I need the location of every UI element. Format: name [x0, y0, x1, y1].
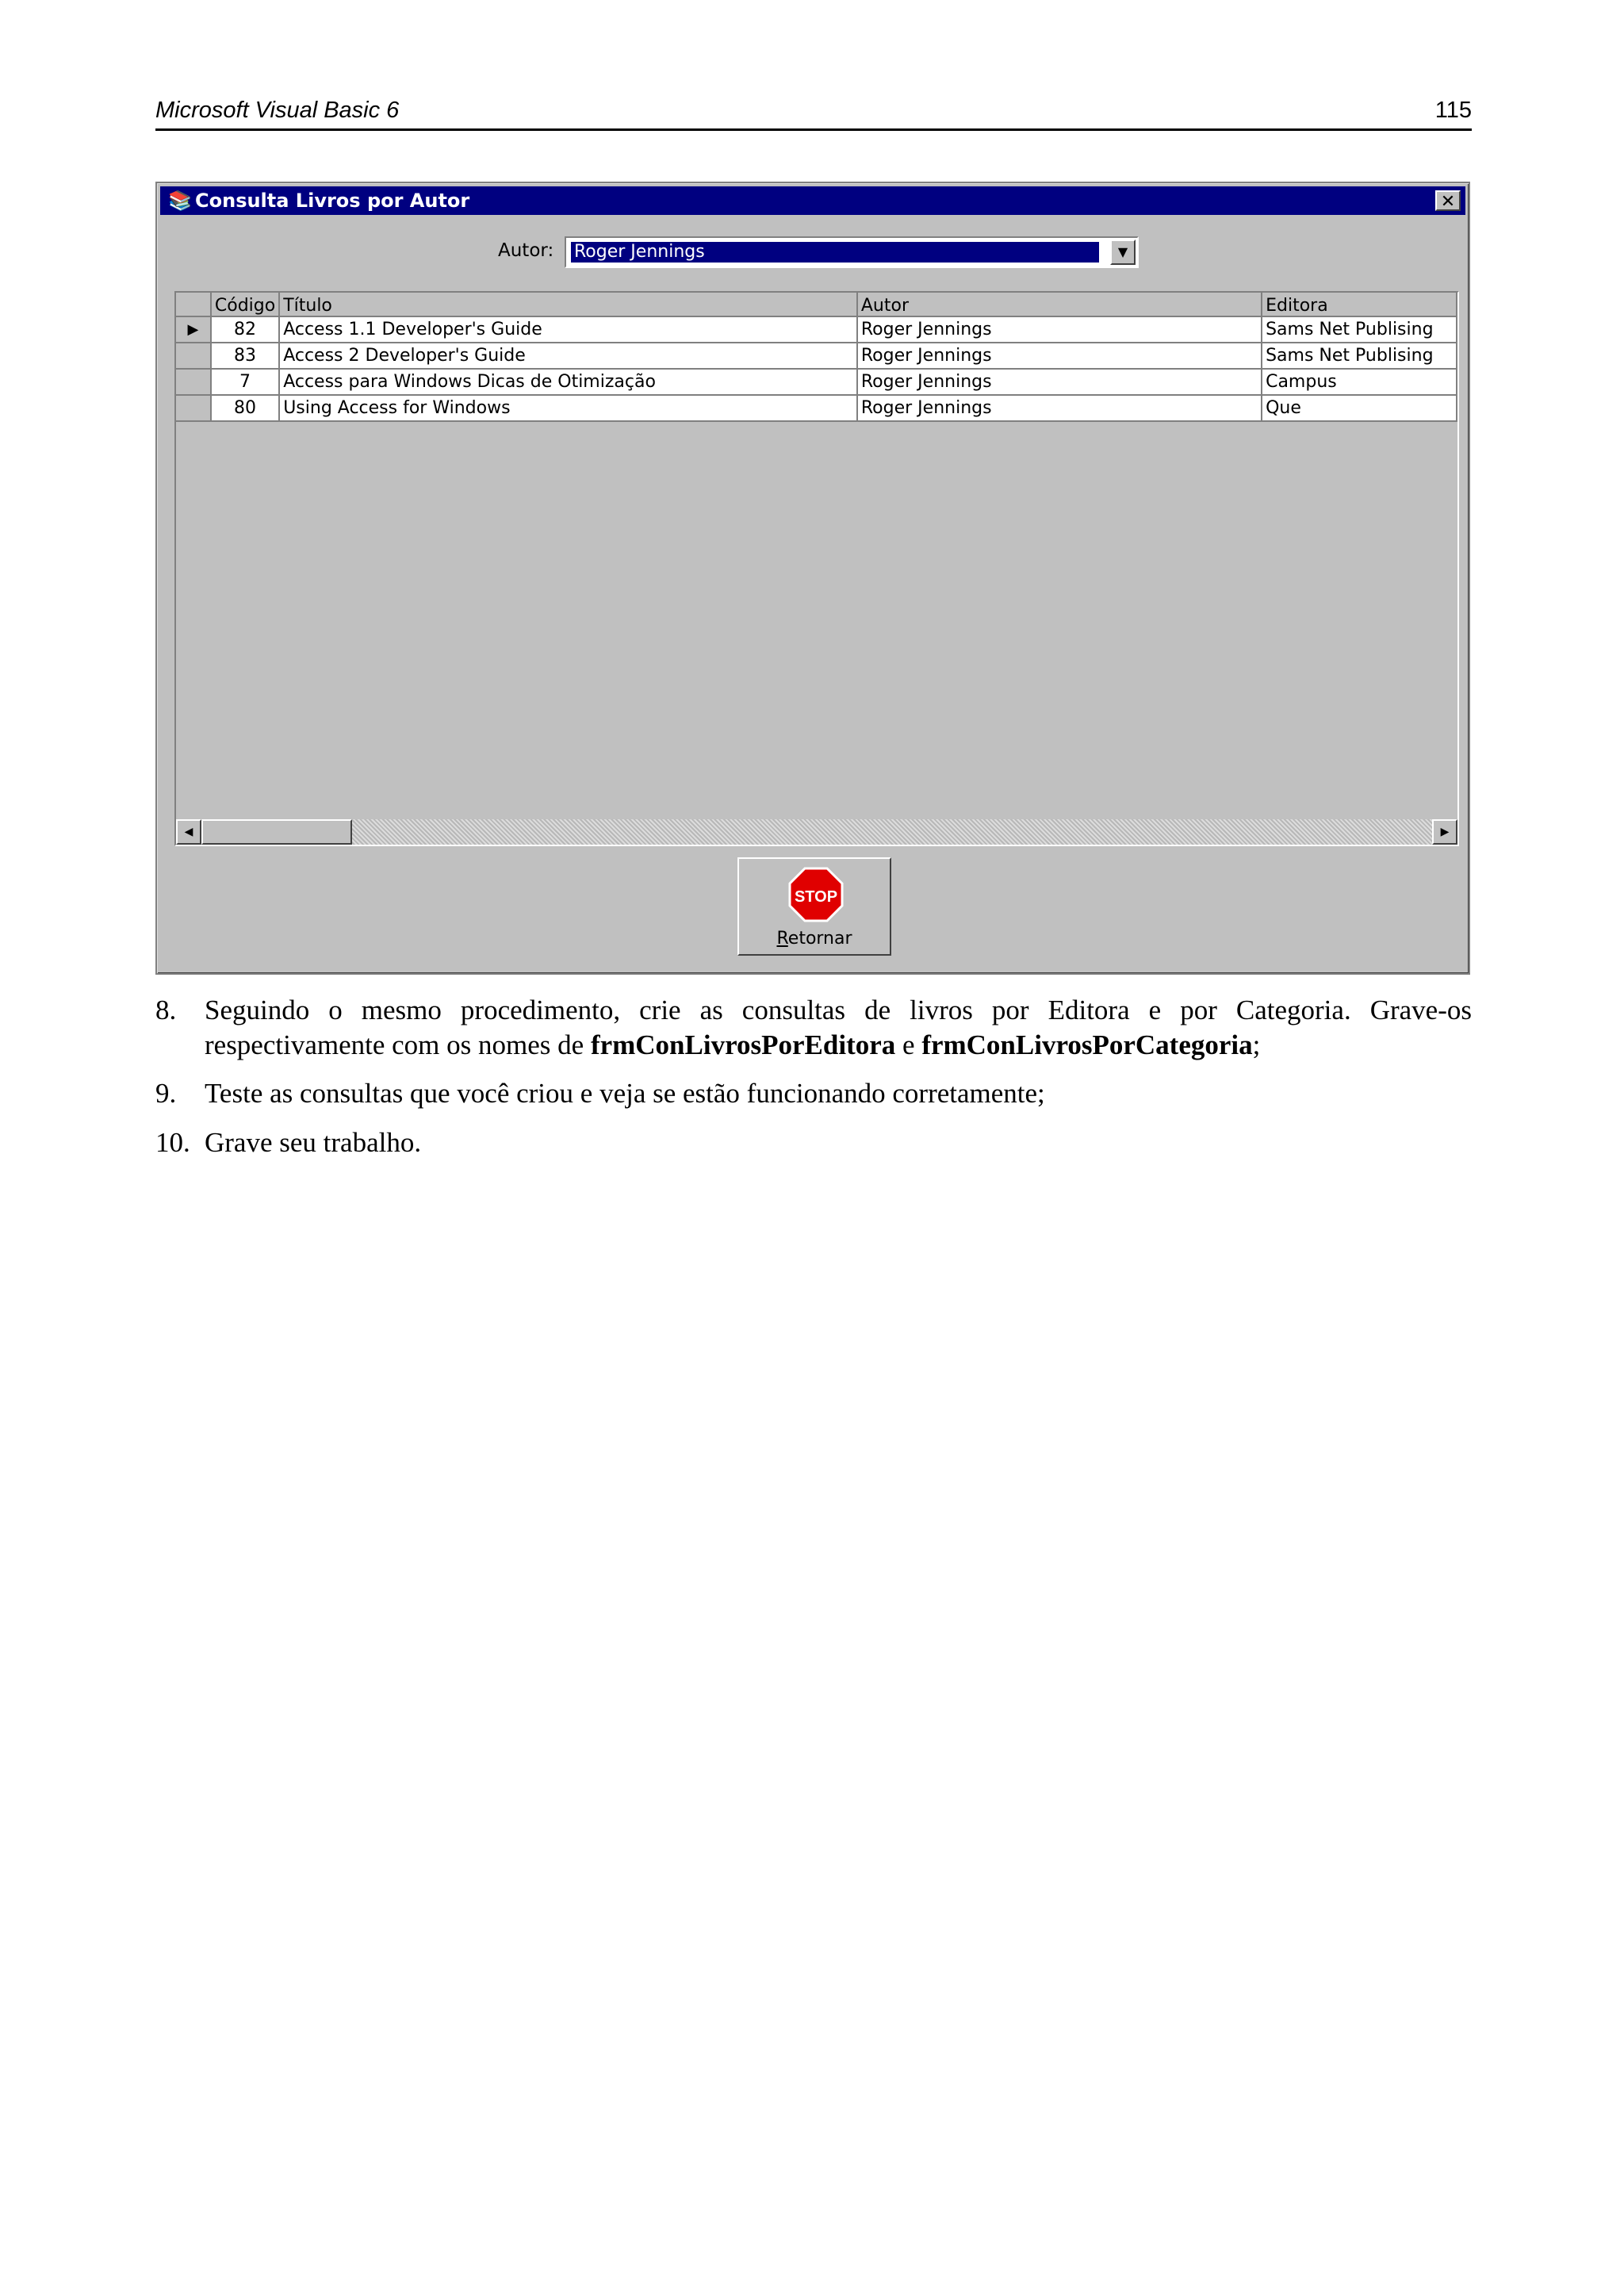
title-bar[interactable] [160, 186, 1465, 215]
grid-table [176, 293, 1457, 422]
list-text-part: e [895, 1029, 922, 1060]
column-header-titulo[interactable]: Título [279, 293, 857, 316]
list-number: 10. [155, 1127, 190, 1158]
cell-titulo[interactable]: Using Access for Windows [279, 395, 857, 421]
table-row[interactable] [176, 369, 1457, 395]
list-number: 9. [155, 1078, 177, 1109]
cell-autor[interactable]: Roger Jennings [857, 343, 1262, 369]
scroll-thumb[interactable] [201, 819, 352, 845]
cell-editora[interactable]: Sams Net Publising [1262, 343, 1457, 369]
cell-autor[interactable]: Roger Jennings [857, 316, 1262, 343]
retornar-accelerator: R [776, 929, 788, 949]
cell-editora[interactable]: Sams Net Publising [1262, 316, 1457, 343]
header-title: Microsoft Visual Basic 6 [155, 98, 400, 123]
retornar-button[interactable] [737, 857, 891, 956]
cell-titulo[interactable]: Access 1.1 Developer's Guide [279, 316, 857, 343]
close-button[interactable] [1435, 190, 1461, 211]
retornar-label-rest: etornar [787, 929, 852, 949]
column-header-autor[interactable]: Autor [857, 293, 1262, 316]
cell-autor[interactable]: Roger Jennings [857, 369, 1262, 395]
column-header-codigo[interactable]: Código [211, 293, 279, 316]
stop-sign-text: STOP [794, 888, 838, 906]
cell-autor[interactable]: Roger Jennings [857, 395, 1262, 421]
table-row[interactable] [176, 395, 1457, 421]
data-grid[interactable] [174, 291, 1459, 846]
horizontal-scrollbar[interactable] [176, 819, 1457, 845]
cell-editora[interactable]: Que [1262, 395, 1457, 421]
row-selector-header [176, 293, 211, 316]
close-icon: ✕ [1440, 192, 1456, 212]
page-header [155, 94, 1472, 131]
list-text-part: ; [1252, 1029, 1261, 1060]
cell-titulo[interactable]: Access para Windows Dicas de Otimização [279, 369, 857, 395]
list-number: 8. [155, 995, 177, 1025]
cell-codigo[interactable]: 7 [211, 369, 279, 395]
vb-form-window [155, 182, 1470, 975]
dropdown-button[interactable] [1110, 240, 1136, 265]
table-row[interactable] [176, 343, 1457, 369]
list-text-part: Seguindo o mesmo procedimento, crie as consultas de livros por Editora e por Categoria. Grave-os respectivamente com os nomes de [205, 995, 1472, 1060]
cell-editora[interactable]: Campus [1262, 369, 1457, 395]
cell-codigo[interactable]: 80 [211, 395, 279, 421]
row-selector[interactable] [176, 369, 211, 395]
page-number: 115 [1434, 98, 1472, 123]
autor-label: Autor: [498, 240, 554, 261]
stop-sign-icon [788, 867, 844, 922]
cell-titulo[interactable]: Access 2 Developer's Guide [279, 343, 857, 369]
row-selector[interactable] [176, 395, 211, 421]
arrow-left-icon: ◀ [184, 826, 193, 838]
chevron-down-icon: ▼ [1117, 244, 1128, 259]
cell-codigo[interactable]: 83 [211, 343, 279, 369]
list-text: Teste as consultas que você criou e veja se estão funcionando corretamente; [205, 1078, 1045, 1109]
grid-header-row [176, 293, 1457, 316]
retornar-label [739, 929, 890, 949]
autor-selected-value[interactable]: Roger Jennings [571, 242, 1099, 263]
row-selector[interactable] [176, 343, 211, 369]
books-icon: 📚 [168, 190, 192, 212]
scroll-right-button[interactable] [1432, 819, 1457, 845]
arrow-right-icon: ▶ [1440, 826, 1450, 838]
list-text [205, 993, 1472, 1063]
form-name-editora: frmConLivrosPorEditora [590, 1029, 896, 1060]
row-selector[interactable] [176, 316, 211, 343]
column-header-editora[interactable]: Editora [1262, 293, 1457, 316]
scroll-left-button[interactable] [176, 819, 201, 845]
form-name-categoria: frmConLivrosPorCategoria [921, 1029, 1253, 1060]
current-row-arrow-icon: ▶ [187, 321, 199, 338]
cell-codigo[interactable]: 82 [211, 316, 279, 343]
window-title: Consulta Livros por Autor [195, 190, 470, 212]
autor-combobox[interactable] [565, 236, 1139, 268]
list-text: Grave seu trabalho. [205, 1127, 422, 1158]
table-row[interactable] [176, 316, 1457, 343]
